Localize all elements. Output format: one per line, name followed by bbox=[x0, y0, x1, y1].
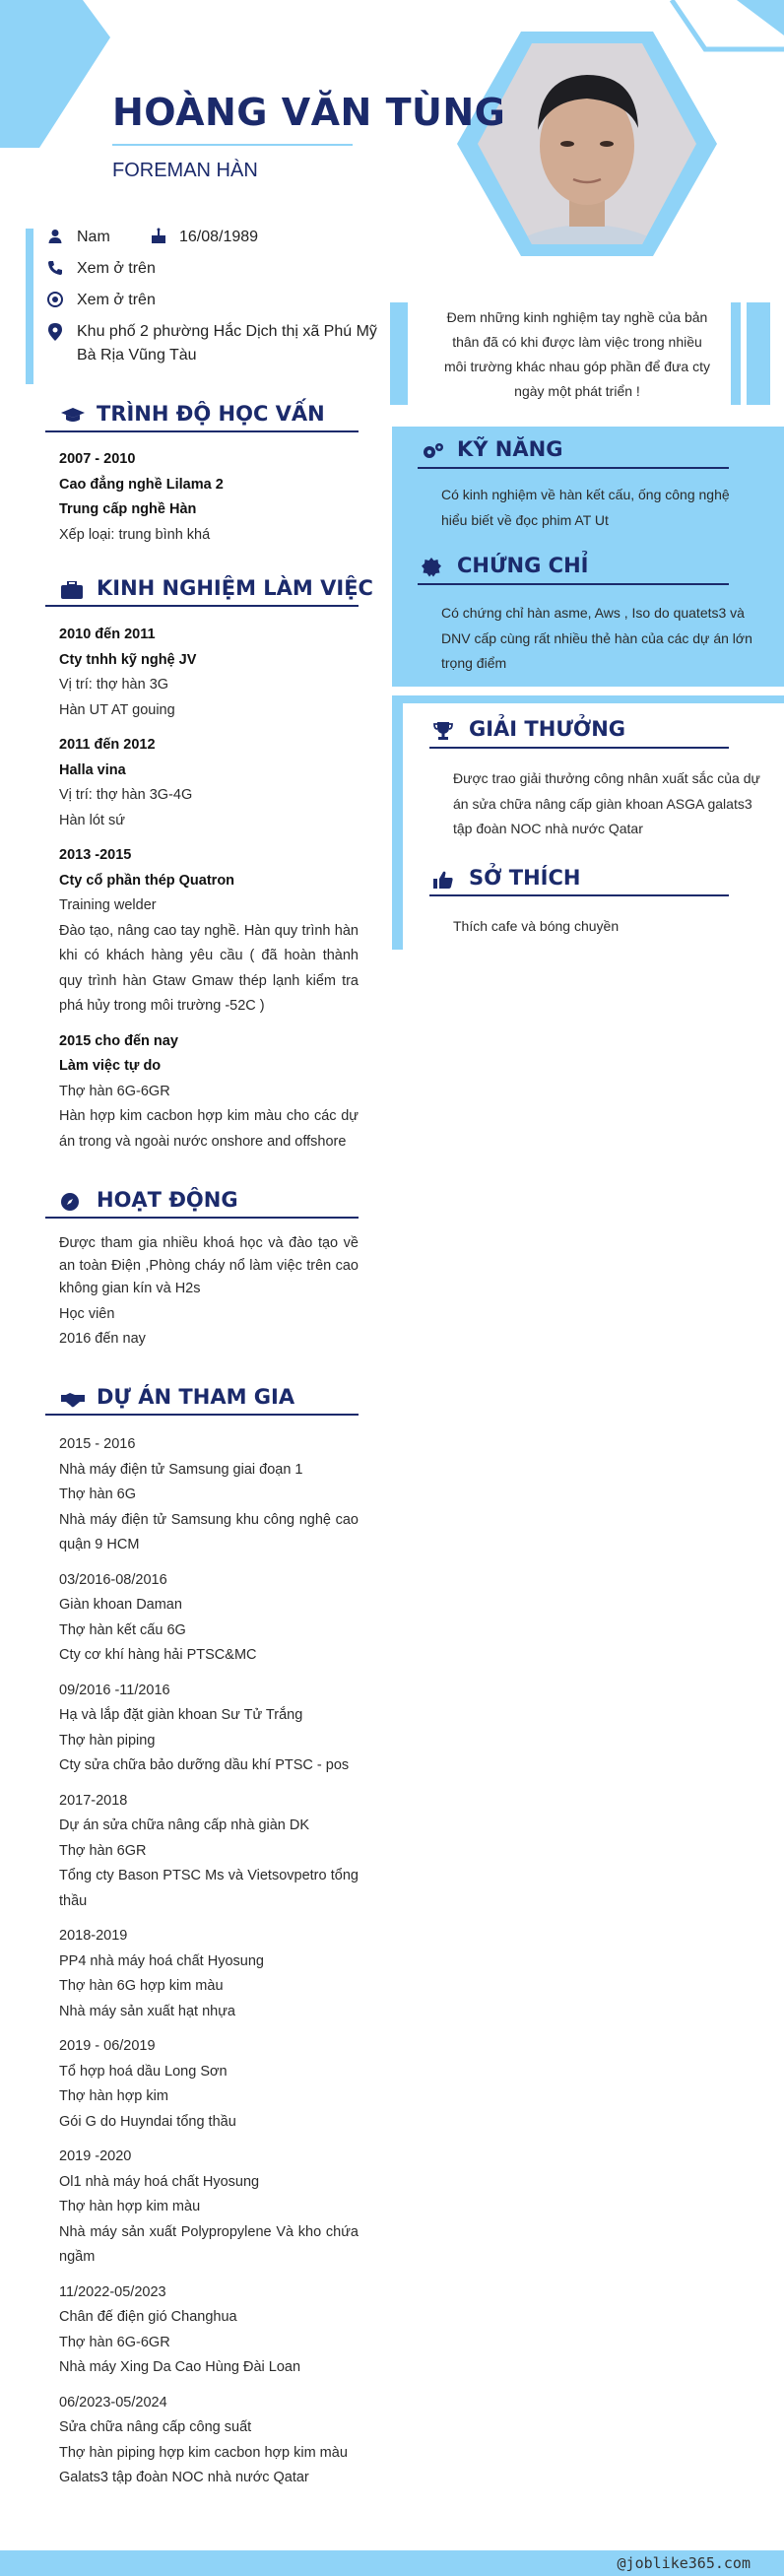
person-icon bbox=[47, 229, 63, 244]
experience-line: Vị trí: thợ hàn 3G bbox=[59, 677, 169, 693]
objective-bar-right-2 bbox=[747, 302, 770, 405]
experience-line: Vị trí: thợ hàn 3G-4G bbox=[59, 787, 193, 803]
experience-company: Cty tnhh kỹ nghệ JV bbox=[59, 651, 197, 668]
project-role: Thợ hàn piping hợp kim cacbon hợp kim màu bbox=[59, 2444, 348, 2461]
name-underline bbox=[112, 144, 353, 146]
project-role: Thợ hàn hợp kim bbox=[59, 2088, 168, 2104]
experience-line: Đào tạo, nâng cao tay nghề. Hàn quy trình hàn khi có khách hàng yêu cầu ( đã hoàn thành quy trình hàn Gtaw Gmaw thép lạnh kiểm tra phá hủy trong môi trường -52C ) bbox=[59, 922, 359, 1014]
experience-line: Hàn hợp kim cacbon hợp kim màu cho các dự án trong và ngoài nước onshore and offshore bbox=[59, 1108, 359, 1150]
project-desc: Gói G do Huyndai tổng thầu bbox=[59, 2113, 236, 2130]
project-desc: Nhà máy Xing Da Cao Hùng Đài Loan bbox=[59, 2359, 301, 2375]
experience-company: Làm việc tự do bbox=[59, 1058, 162, 1074]
project-desc: Galats3 tập đoàn NOC nhà nước Qatar bbox=[59, 2470, 309, 2485]
project-name: Dự án sửa chữa nâng cấp nhà giàn DK bbox=[59, 1817, 310, 1833]
experience-line: Training welder bbox=[59, 897, 157, 913]
project-name: Tổ hợp hoá dầu Long Sơn bbox=[59, 2063, 228, 2080]
project-role: Thợ hàn 6G hợp kim màu bbox=[59, 1978, 224, 1994]
avatar bbox=[455, 30, 719, 258]
project-item bbox=[59, 1568, 359, 1669]
activities-heading: HOẠT ĐỘNG bbox=[97, 1188, 238, 1212]
experience-period: 2015 cho đến nay bbox=[59, 1032, 178, 1049]
skills-heading: KỸ NĂNG bbox=[457, 437, 563, 461]
gender-text: Nam bbox=[77, 229, 110, 245]
experience-list bbox=[59, 623, 359, 1155]
project-period: 2019 -2020 bbox=[59, 2148, 132, 2164]
activities-text: Được tham gia nhiều khoá học và đào tạo về an toàn Điện ,Phòng cháy nổ làm việc trên cao không gian kín và H2s bbox=[59, 1235, 359, 1296]
project-desc: Nhà máy sản xuất Polypropylene Và kho chứa ngầm bbox=[59, 2223, 359, 2265]
experience-company: Halla vina bbox=[59, 761, 126, 778]
email-text: Xem ở trên bbox=[77, 292, 156, 308]
awards-top-bar bbox=[392, 695, 784, 703]
project-period: 09/2016 -11/2016 bbox=[59, 1682, 170, 1698]
awards-heading: GIẢI THƯỞNG bbox=[469, 717, 626, 741]
education-school: Cao đẳng nghề Lilama 2 bbox=[59, 476, 224, 493]
project-role: Thợ hàn kết cấu 6G bbox=[59, 1621, 186, 1638]
project-period: 06/2023-05/2024 bbox=[59, 2394, 167, 2411]
certificate-seal-icon bbox=[422, 558, 441, 577]
project-name: Nhà máy điện tử Samsung giai đoạn 1 bbox=[59, 1461, 303, 1478]
experience-line: Hàn UT AT gouing bbox=[59, 701, 175, 718]
project-item bbox=[59, 2280, 359, 2381]
project-period: 2015 - 2016 bbox=[59, 1436, 136, 1452]
project-item bbox=[59, 1789, 359, 1915]
address-text: Khu phố 2 phường Hắc Dịch thị xã Phú Mỹ Bà Rịa Vũng Tàu bbox=[77, 323, 377, 363]
experience-item bbox=[59, 843, 359, 1020]
project-role: Thợ hàn hợp kim màu bbox=[59, 2199, 201, 2214]
project-period: 2018-2019 bbox=[59, 1928, 128, 1944]
project-desc: Nhà máy sản xuất hạt nhựa bbox=[59, 2003, 235, 2019]
phone-text: Xem ở trên bbox=[77, 260, 156, 277]
certificates-heading: CHỨNG CHỈ bbox=[457, 554, 589, 577]
education-heading: TRÌNH ĐỘ HỌC VẤN bbox=[97, 402, 325, 426]
project-desc: Nhà máy điện tử Samsung khu công nghệ cao quận 9 HCM bbox=[59, 1511, 359, 1552]
education-grade: Xếp loại: trung bình khá bbox=[59, 526, 211, 543]
experience-period: 2011 đến 2012 bbox=[59, 737, 156, 753]
experience-line: Thợ hàn 6G-6GR bbox=[59, 1083, 170, 1099]
education-divider bbox=[45, 430, 359, 432]
project-period: 03/2016-08/2016 bbox=[59, 1571, 167, 1588]
education-period: 2007 - 2010 bbox=[59, 451, 136, 467]
awards-text: Được trao giải thưởng công nhân xuất sắc của dự án sửa chữa nâng cấp giàn khoan ASGA galats3 tập đoàn NOC nhà nước Qatar bbox=[453, 770, 760, 836]
footer-watermark: @joblike365.com bbox=[617, 2554, 751, 2572]
birthday-cake-icon bbox=[150, 228, 167, 244]
skills-text: Có kinh nghiệm về hàn kết cấu, ống công nghệ hiểu biết về đọc phim AT Ut bbox=[441, 487, 730, 528]
project-role: Thợ hàn piping bbox=[59, 1732, 156, 1749]
project-role: Thợ hàn 6G-6GR bbox=[59, 2334, 170, 2350]
project-desc: Cty sửa chữa bảo dưỡng dầu khí PTSC - pos bbox=[59, 1757, 350, 1773]
project-item bbox=[59, 1924, 359, 2024]
experience-period: 2013 -2015 bbox=[59, 847, 132, 863]
candidate-name: HOÀNG VĂN TÙNG bbox=[112, 91, 506, 134]
awards-side-bar bbox=[392, 695, 403, 950]
decor-top-left-shape bbox=[0, 0, 110, 148]
certificates-divider bbox=[418, 583, 729, 585]
project-name: Chân đế điện gió Changhua bbox=[59, 2309, 237, 2325]
thumbs-up-icon bbox=[433, 871, 453, 889]
contact-accent-bar bbox=[26, 229, 33, 384]
hobbies-heading: SỞ THÍCH bbox=[469, 866, 581, 890]
experience-divider bbox=[45, 605, 359, 607]
project-role: Thợ hàn 6G bbox=[59, 1486, 137, 1502]
projects-heading: DỰ ÁN THAM GIA bbox=[97, 1385, 295, 1409]
project-name: PP4 nhà máy hoá chất Hyosung bbox=[59, 1952, 264, 1969]
email-at-icon bbox=[47, 292, 63, 307]
gears-icon bbox=[422, 442, 445, 460]
handshake-icon bbox=[61, 1392, 85, 1408]
experience-item bbox=[59, 1029, 359, 1156]
compass-icon bbox=[61, 1193, 79, 1211]
hobbies-text: Thích cafe và bóng chuyền bbox=[453, 918, 620, 934]
project-name: Sửa chữa nâng cấp công suất bbox=[59, 2419, 252, 2435]
certificates-text: Có chứng chỉ hàn asme, Aws , Iso do quatets3 và DNV cấp cùng rất nhiều thẻ hàn của các dự án lớn trọng điểm bbox=[441, 605, 752, 671]
hobbies-divider bbox=[429, 894, 729, 896]
project-item bbox=[59, 1679, 359, 1779]
project-item bbox=[59, 2145, 359, 2271]
awards-divider bbox=[429, 747, 729, 749]
experience-heading: KINH NGHIỆM LÀM VIỆC bbox=[97, 576, 373, 600]
activities-block bbox=[59, 1232, 359, 1352]
objective-bar-right-1 bbox=[731, 302, 741, 405]
projects-list bbox=[59, 1432, 359, 2491]
project-desc: Tổng cty Bason PTSC Ms và Vietsovpetro tổng thầu bbox=[59, 1868, 359, 1909]
project-name: Giàn khoan Daman bbox=[59, 1597, 182, 1613]
project-period: 2019 - 06/2019 bbox=[59, 2038, 156, 2054]
footer-bar bbox=[0, 2550, 784, 2576]
project-item bbox=[59, 2034, 359, 2135]
project-name: Hạ và lắp đặt giàn khoan Sư Tử Trắng bbox=[59, 1707, 303, 1723]
birthdate-text: 16/08/1989 bbox=[179, 229, 259, 245]
project-role: Thợ hàn 6GR bbox=[59, 1842, 147, 1859]
experience-company: Cty cổ phần thép Quatron bbox=[59, 872, 235, 889]
activities-divider bbox=[45, 1217, 359, 1219]
skills-divider bbox=[418, 467, 729, 469]
experience-item bbox=[59, 623, 359, 723]
objective-bar-left bbox=[390, 302, 408, 405]
graduation-cap-icon bbox=[61, 407, 85, 425]
project-period: 11/2022-05/2023 bbox=[59, 2283, 166, 2300]
project-item bbox=[59, 1432, 359, 1558]
job-title: FOREMAN HÀN bbox=[112, 160, 258, 181]
location-pin-icon bbox=[48, 323, 62, 341]
projects-divider bbox=[45, 1414, 359, 1416]
project-name: Ol1 nhà máy hoá chất Hyosung bbox=[59, 2173, 260, 2190]
experience-item bbox=[59, 733, 359, 833]
project-desc: Cty cơ khí hàng hải PTSC&MC bbox=[59, 1647, 257, 1663]
trophy-icon bbox=[433, 721, 453, 741]
experience-period: 2010 đến 2011 bbox=[59, 627, 156, 642]
career-objective: Đem những kinh nghiệm tay nghề của bản thân đã có khi được làm việc trong nhiều môi trường khác nhau góp phần để đưa cty ngày một phát triển ! bbox=[444, 309, 710, 399]
activities-role: Học viên bbox=[59, 1306, 115, 1322]
education-major: Trung cấp nghề Hàn bbox=[59, 501, 197, 517]
education-block bbox=[59, 447, 364, 548]
experience-line: Hàn lót sứ bbox=[59, 812, 125, 828]
briefcase-icon bbox=[61, 581, 83, 599]
project-period: 2017-2018 bbox=[59, 1792, 128, 1809]
project-item bbox=[59, 2391, 359, 2491]
phone-icon bbox=[47, 260, 63, 276]
activities-period: 2016 đến nay bbox=[59, 1331, 146, 1347]
